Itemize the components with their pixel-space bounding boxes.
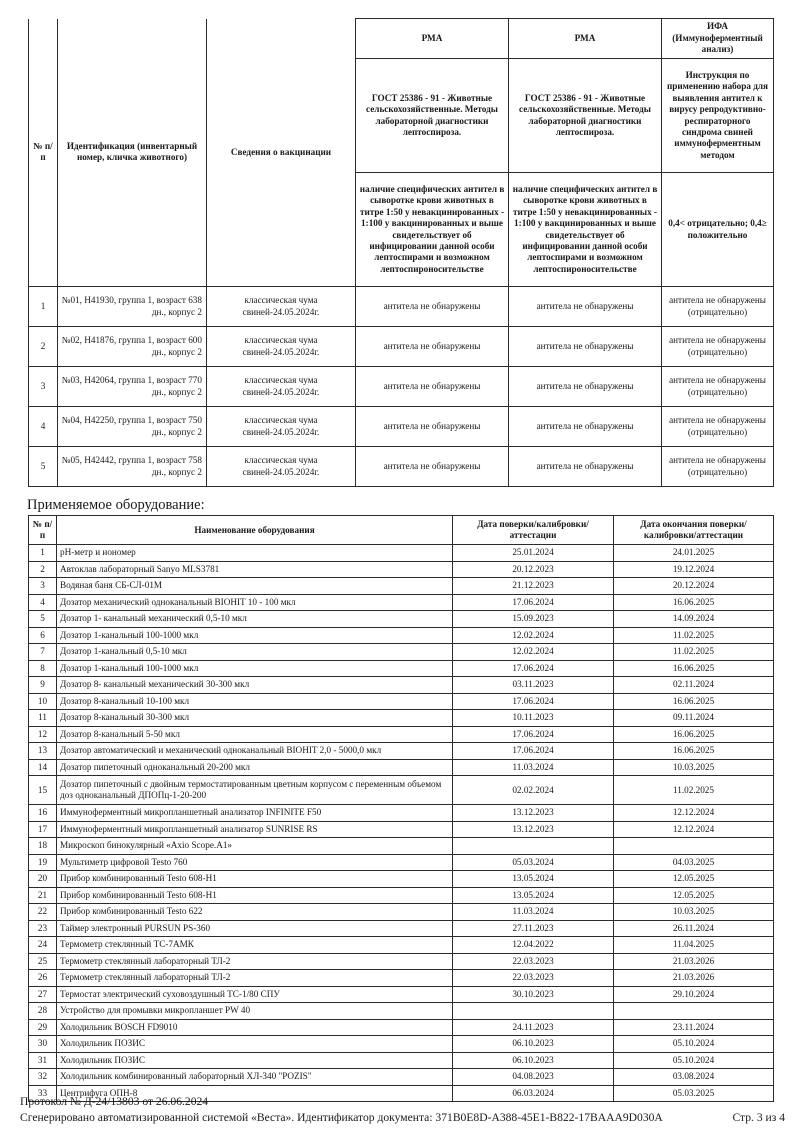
table-row	[29, 759, 774, 776]
protocol-number: Протокол № Д-24/13803 от 26.06.2024	[20, 1095, 209, 1108]
equip-date: 13.12.2023	[453, 821, 614, 838]
row-result-1: антитела не обнаружены	[356, 327, 509, 367]
equip-end-date: 09.11.2024	[614, 710, 774, 727]
table-row	[29, 821, 774, 838]
equip-header-date: Дата поверки/калибровки/аттестации	[453, 516, 614, 545]
equip-date: 06.10.2023	[453, 1036, 614, 1053]
equip-end-date: 19.12.2024	[614, 561, 774, 578]
header-standard-3: Инструкция по применению набора для выявления антител к вирусу репродуктивно-респираторного синдрома свиней иммуноферментным методом	[662, 59, 774, 173]
equip-name: Дозатор 8-канальный 30-300 мкл	[57, 710, 453, 727]
table-row	[29, 627, 774, 644]
equip-end-date: 05.10.2024	[614, 1052, 774, 1069]
equip-date: 06.03.2024	[453, 1085, 614, 1102]
equip-date: 02.02.2024	[453, 776, 614, 805]
table-row	[29, 887, 774, 904]
equip-name: Мультиметр цифровой Testo 760	[57, 854, 453, 871]
equip-num: 12	[29, 726, 57, 743]
table-row	[29, 1069, 774, 1086]
equip-num: 14	[29, 759, 57, 776]
equip-header-name: Наименование оборудования	[57, 516, 453, 545]
header-ident: Идентификация (инвентарный номер, кличка животного)	[58, 19, 207, 287]
row-result-2: антитела не обнаружены	[509, 407, 662, 447]
equip-end-date: 11.04.2025	[614, 937, 774, 954]
equip-end-date: 10.03.2025	[614, 904, 774, 921]
equip-num: 2	[29, 561, 57, 578]
equip-end-date: 21.03.2026	[614, 970, 774, 987]
equip-num: 33	[29, 1085, 57, 1102]
equip-end-date: 04.03.2025	[614, 854, 774, 871]
equip-date: 03.11.2023	[453, 677, 614, 694]
row-result-1: антитела не обнаружены	[356, 287, 509, 327]
table-row	[29, 660, 774, 677]
equip-end-date: 12.12.2024	[614, 821, 774, 838]
equip-name: Термостат электрический суховоздушный ТС-1/80 СПУ	[57, 986, 453, 1003]
equip-date: 10.11.2023	[453, 710, 614, 727]
equip-date: 17.06.2024	[453, 660, 614, 677]
equip-num: 5	[29, 611, 57, 628]
equip-num: 10	[29, 693, 57, 710]
header-method-1: РМА	[356, 19, 509, 59]
row-vaccination: классическая чума свиней-24.05.2024г.	[207, 287, 356, 327]
equip-end-date: 16.06.2025	[614, 594, 774, 611]
equip-date: 12.04.2022	[453, 937, 614, 954]
table-row	[29, 871, 774, 888]
equip-num: 26	[29, 970, 57, 987]
equip-date: 20.12.2023	[453, 561, 614, 578]
equip-name: Холодильник комбинированный лабораторный ХЛ-340 "POZIS"	[57, 1069, 453, 1086]
equip-date: 17.06.2024	[453, 743, 614, 760]
row-result-2: антитела не обнаружены	[509, 367, 662, 407]
header-vaccination: Сведения о вакцинации	[207, 19, 356, 287]
table-row	[29, 447, 774, 487]
header-criteria-3: 0,4< отрицательно; 0,4≥ положительно	[662, 173, 774, 287]
table-row	[29, 970, 774, 987]
equip-name: Холодильник ПОЗИС	[57, 1036, 453, 1053]
row-ident: №01, H41930, группа 1, возраст 638 дн., корпус 2	[58, 287, 207, 327]
equip-end-date: 29.10.2024	[614, 986, 774, 1003]
equip-date: 06.10.2023	[453, 1052, 614, 1069]
equip-name: Дозатор 1-канальный 100-1000 мкл	[57, 627, 453, 644]
row-result-3: антитела не обнаружены (отрицательно)	[662, 367, 774, 407]
equip-name: Дозатор 1- канальный механический 0,5-10 мкл	[57, 611, 453, 628]
equip-date: 17.06.2024	[453, 594, 614, 611]
table-row	[29, 776, 774, 805]
equip-num: 24	[29, 937, 57, 954]
row-num: 5	[29, 447, 58, 487]
table-row	[29, 578, 774, 595]
equip-date: 24.11.2023	[453, 1019, 614, 1036]
equip-end-date: 21.03.2026	[614, 953, 774, 970]
equip-name: Дозатор 8-канальный 10-100 мкл	[57, 693, 453, 710]
row-result-2: антитела не обнаружены	[509, 447, 662, 487]
equip-end-date: 26.11.2024	[614, 920, 774, 937]
row-vaccination: классическая чума свиней-24.05.2024г.	[207, 327, 356, 367]
equip-name: Дозатор 1-канальный 0,5-10 мкл	[57, 644, 453, 661]
table-row	[29, 986, 774, 1003]
equip-name: Термометр стеклянный лабораторный ТЛ-2	[57, 953, 453, 970]
equip-name: Микроскоп бинокулярный «Axio Scope.A1»	[57, 838, 453, 855]
equip-end-date: 05.03.2025	[614, 1085, 774, 1102]
equip-num: 15	[29, 776, 57, 805]
equip-date: 30.10.2023	[453, 986, 614, 1003]
equip-end-date: 03.08.2024	[614, 1069, 774, 1086]
row-ident: №02, H41876, группа 1, возраст 600 дн., корпус 2	[58, 327, 207, 367]
equip-num: 8	[29, 660, 57, 677]
results-table	[28, 18, 774, 487]
table-row	[29, 1036, 774, 1053]
equip-num: 17	[29, 821, 57, 838]
equip-num: 7	[29, 644, 57, 661]
equip-name: Таймер электронный PURSUN PS-360	[57, 920, 453, 937]
row-result-3: антитела не обнаружены (отрицательно)	[662, 327, 774, 367]
equip-header-end-date: Дата окончания поверки/калибровки/аттестации	[614, 516, 774, 545]
table-row	[29, 920, 774, 937]
table-row	[29, 710, 774, 727]
equip-date	[453, 1003, 614, 1020]
equip-num: 20	[29, 871, 57, 888]
equip-end-date: 16.06.2025	[614, 693, 774, 710]
equip-date: 15.09.2023	[453, 611, 614, 628]
equip-num: 6	[29, 627, 57, 644]
equip-end-date: 11.02.2025	[614, 644, 774, 661]
row-result-1: антитела не обнаружены	[356, 367, 509, 407]
equip-name: Прибор комбинированный Testo 608-H1	[57, 887, 453, 904]
table-row	[29, 743, 774, 760]
equip-name: Дозатор 1-канальный 100-1000 мкл	[57, 660, 453, 677]
equip-end-date: 12.12.2024	[614, 805, 774, 822]
equip-num: 11	[29, 710, 57, 727]
row-num: 1	[29, 287, 58, 327]
equip-num: 21	[29, 887, 57, 904]
equip-date: 13.05.2024	[453, 871, 614, 888]
equipment-section-title: Применяемое оборудование:	[27, 497, 205, 513]
equip-end-date	[614, 838, 774, 855]
table-row	[29, 1003, 774, 1020]
equip-date: 22.03.2023	[453, 953, 614, 970]
equip-num: 30	[29, 1036, 57, 1053]
equip-name: Холодильник BOSCH FD9010	[57, 1019, 453, 1036]
equip-name: Термометр стеклянный лабораторный ТЛ-2	[57, 970, 453, 987]
table-row	[29, 937, 774, 954]
equip-date: 22.03.2023	[453, 970, 614, 987]
equip-num: 1	[29, 545, 57, 562]
equip-end-date: 16.06.2025	[614, 660, 774, 677]
table-row	[29, 805, 774, 822]
table-row	[29, 407, 774, 447]
row-result-2: антитела не обнаружены	[509, 327, 662, 367]
generated-by-note: Сгенерировано автоматизированной системой «Веста». Идентификатор документа: 371B0E8D-A388-45E1-B822-17BAAA9D030A	[20, 1111, 663, 1124]
table-row	[29, 545, 774, 562]
row-ident: №05, H42442, группа 1, возраст 758 дн., корпус 2	[58, 447, 207, 487]
equip-date: 11.03.2024	[453, 904, 614, 921]
equip-name: Прибор комбинированный Testo 608-H1	[57, 871, 453, 888]
table-row	[29, 611, 774, 628]
equip-date: 13.12.2023	[453, 805, 614, 822]
equip-num: 9	[29, 677, 57, 694]
table-row	[29, 287, 774, 327]
equip-num: 3	[29, 578, 57, 595]
row-ident: №03, H42064, группа 1, возраст 770 дн., корпус 2	[58, 367, 207, 407]
row-num: 4	[29, 407, 58, 447]
equip-end-date: 10.03.2025	[614, 759, 774, 776]
equip-date	[453, 838, 614, 855]
row-num: 3	[29, 367, 58, 407]
equip-end-date: 11.02.2025	[614, 627, 774, 644]
row-vaccination: классическая чума свиней-24.05.2024г.	[207, 367, 356, 407]
equip-name: Дозатор механический одноканальный BIOHIT 10 - 100 мкл	[57, 594, 453, 611]
equip-date: 12.02.2024	[453, 644, 614, 661]
equip-date: 17.06.2024	[453, 726, 614, 743]
row-result-3: антитела не обнаружены (отрицательно)	[662, 447, 774, 487]
equip-num: 22	[29, 904, 57, 921]
equip-date: 17.06.2024	[453, 693, 614, 710]
equip-name: Дозатор 8-канальный 5-50 мкл	[57, 726, 453, 743]
equip-name: Водяная баня СБ-СЛ-01М	[57, 578, 453, 595]
equip-num: 27	[29, 986, 57, 1003]
equip-end-date: 20.12.2024	[614, 578, 774, 595]
header-criteria-1: наличие специфических антител в сыворотке крови животных в титре 1:50 у невакцинированных - 1:100 у вакцинированных и выше свидетельствует об инфицировании данной особи лептоспирами и возможном лептоспироносительстве	[356, 173, 509, 287]
equip-end-date: 11.02.2025	[614, 776, 774, 805]
header-standard-1: ГОСТ 25386 - 91 - Животные сельскохозяйственные. Методы лабораторной диагностики лептоспироза.	[356, 59, 509, 173]
equip-num: 18	[29, 838, 57, 855]
equip-name: Дозатор 8- канальный механический 30-300 мкл	[57, 677, 453, 694]
equip-num: 25	[29, 953, 57, 970]
header-method-3: ИФА (Иммуноферментный анализ)	[662, 19, 774, 59]
equip-num: 29	[29, 1019, 57, 1036]
equip-num: 31	[29, 1052, 57, 1069]
equip-date: 04.08.2023	[453, 1069, 614, 1086]
equip-num: 16	[29, 805, 57, 822]
row-result-1: антитела не обнаружены	[356, 407, 509, 447]
equip-end-date: 12.05.2025	[614, 887, 774, 904]
equip-date: 11.03.2024	[453, 759, 614, 776]
equip-name: Устройство для промывки микропланшет PW 40	[57, 1003, 453, 1020]
page-footer	[20, 1094, 785, 1126]
table-row	[29, 1052, 774, 1069]
table-row	[29, 904, 774, 921]
row-result-3: антитела не обнаружены (отрицательно)	[662, 407, 774, 447]
equip-end-date: 16.06.2025	[614, 726, 774, 743]
equip-end-date: 23.11.2024	[614, 1019, 774, 1036]
equip-header-num: № п/п	[29, 516, 57, 545]
equip-end-date: 16.06.2025	[614, 743, 774, 760]
header-standard-2: ГОСТ 25386 - 91 - Животные сельскохозяйственные. Методы лабораторной диагностики лептоспироза.	[509, 59, 662, 173]
equip-end-date: 24.01.2025	[614, 545, 774, 562]
equip-end-date: 12.05.2025	[614, 871, 774, 888]
equip-name: pH-метр и иономер	[57, 545, 453, 562]
header-num: № п/п	[29, 19, 58, 287]
equip-name: Дозатор автоматический и механический одноканальный BIOHIT 2,0 - 5000,0 мкл	[57, 743, 453, 760]
equip-date: 27.11.2023	[453, 920, 614, 937]
equip-num: 4	[29, 594, 57, 611]
equip-name: Автоклав лабораторный Sanyo MLS3781	[57, 561, 453, 578]
row-num: 2	[29, 327, 58, 367]
table-row	[29, 854, 774, 871]
table-row	[29, 594, 774, 611]
equipment-table	[28, 515, 774, 1102]
table-row	[29, 1019, 774, 1036]
header-criteria-2: наличие специфических антител в сыворотке крови животных в титре 1:50 у невакцинированных - 1:100 у вакцинированных и выше свидетельствует об инфицировании данной особи лептоспирами и возможном лептоспироносительстве	[509, 173, 662, 287]
table-row	[29, 677, 774, 694]
row-ident: №04, H42250, группа 1, возраст 750 дн., корпус 2	[58, 407, 207, 447]
row-result-2: антитела не обнаружены	[509, 287, 662, 327]
equip-date: 25.01.2024	[453, 545, 614, 562]
equip-end-date: 14.09.2024	[614, 611, 774, 628]
equip-num: 32	[29, 1069, 57, 1086]
table-row	[29, 561, 774, 578]
table-row	[29, 327, 774, 367]
table-row	[29, 693, 774, 710]
table-row	[29, 838, 774, 855]
equip-num: 19	[29, 854, 57, 871]
equip-end-date	[614, 1003, 774, 1020]
equip-end-date: 05.10.2024	[614, 1036, 774, 1053]
equip-name: Дозатор пипеточный с двойным термостатированным цветным корпусом с переменным объемом доз одноканальный ДПОПц-1-20-200	[57, 776, 453, 805]
row-vaccination: классическая чума свиней-24.05.2024г.	[207, 407, 356, 447]
equip-name: Иммуноферментный микропланшетный анализатор SUNRISE RS	[57, 821, 453, 838]
row-vaccination: классическая чума свиней-24.05.2024г.	[207, 447, 356, 487]
equip-name: Иммуноферментный микропланшетный анализатор INFINITE F50	[57, 805, 453, 822]
table-row	[29, 953, 774, 970]
equip-num: 28	[29, 1003, 57, 1020]
equip-name: Термометр стеклянный ТС-7АМК	[57, 937, 453, 954]
table-row	[29, 644, 774, 661]
equip-name: Центрифуга ОПН-8	[57, 1085, 453, 1102]
equip-date: 05.03.2024	[453, 854, 614, 871]
table-row	[29, 367, 774, 407]
equip-name: Прибор комбинированный Testo 622	[57, 904, 453, 921]
equip-date: 12.02.2024	[453, 627, 614, 644]
equip-name: Холодильник ПОЗИС	[57, 1052, 453, 1069]
row-result-1: антитела не обнаружены	[356, 447, 509, 487]
page-number: Стр. 3 из 4	[732, 1111, 785, 1124]
equip-name: Дозатор пипеточный одноканальный 20-200 мкл	[57, 759, 453, 776]
equip-num: 13	[29, 743, 57, 760]
equip-num: 23	[29, 920, 57, 937]
table-row	[29, 726, 774, 743]
equip-date: 13.05.2024	[453, 887, 614, 904]
equip-end-date: 02.11.2024	[614, 677, 774, 694]
row-result-3: антитела не обнаружены (отрицательно)	[662, 287, 774, 327]
header-method-2: РМА	[509, 19, 662, 59]
equip-date: 21.12.2023	[453, 578, 614, 595]
